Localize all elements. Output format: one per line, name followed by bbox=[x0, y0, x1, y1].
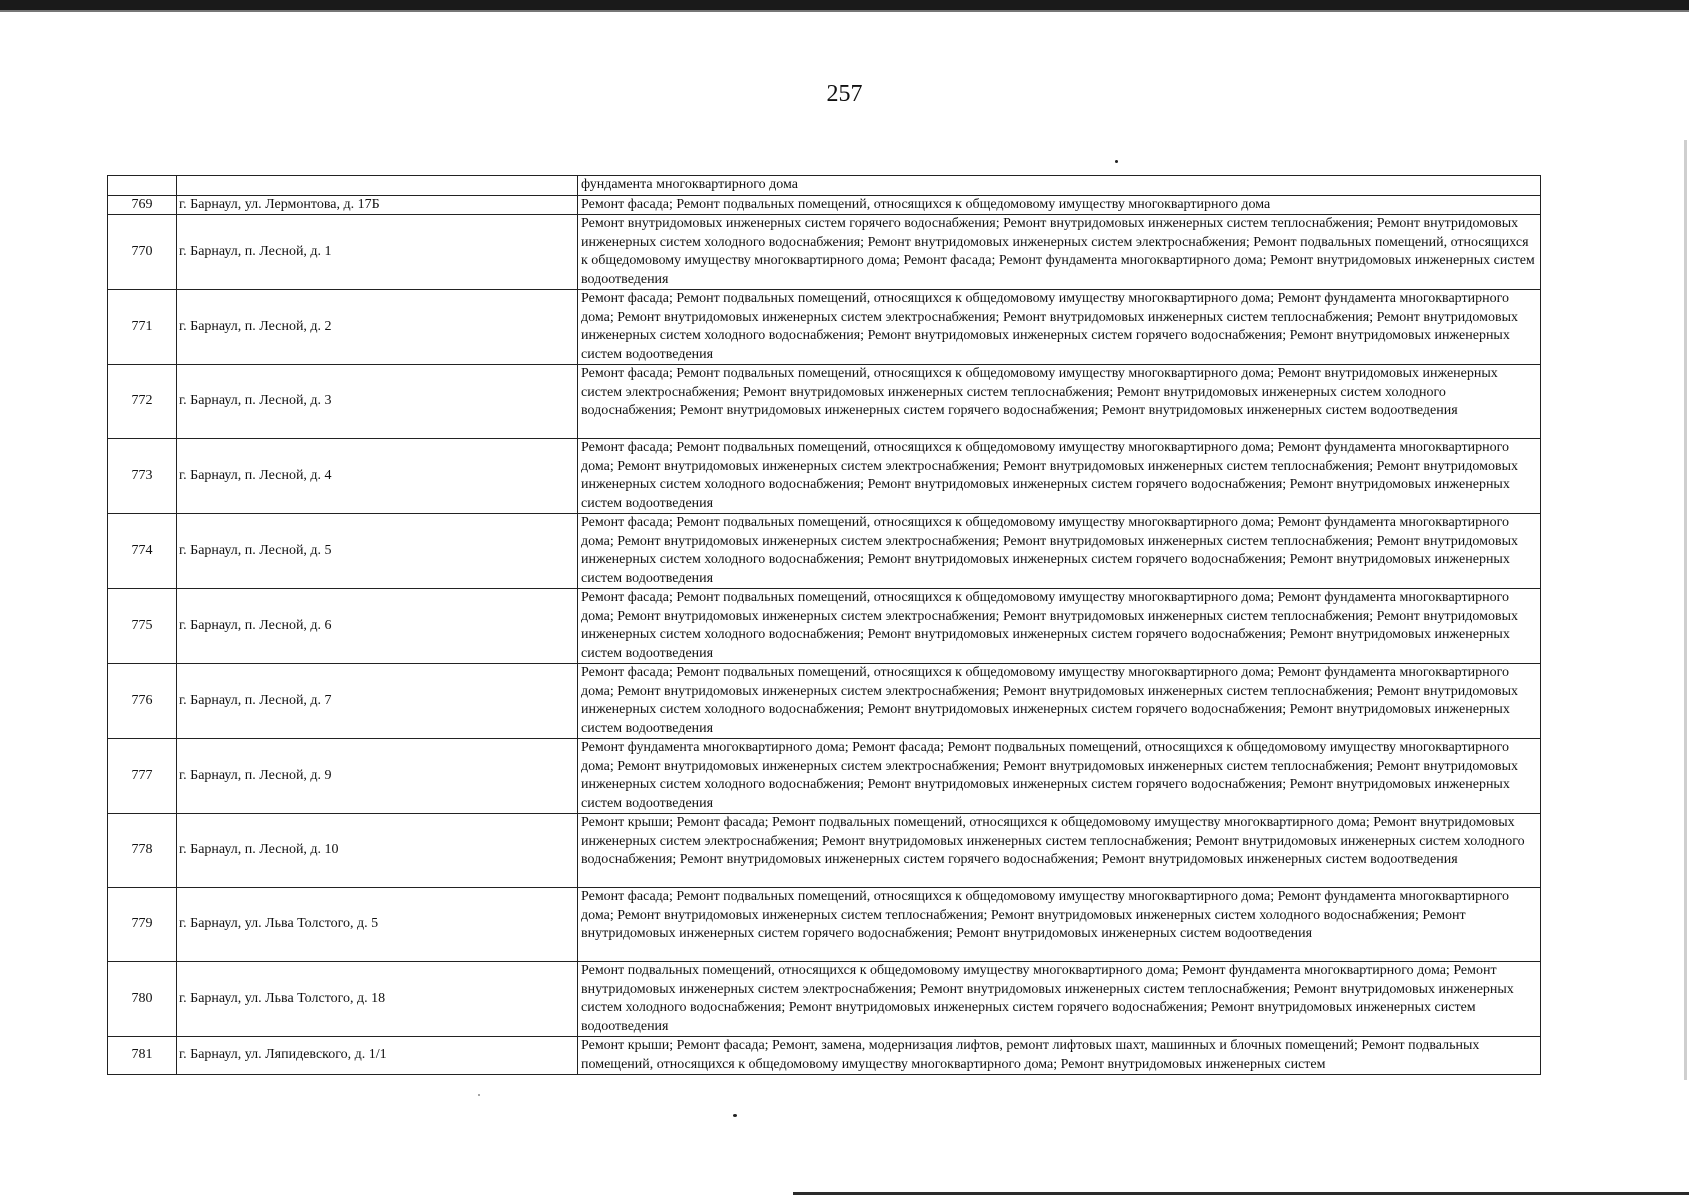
scan-bottom-rule bbox=[793, 1192, 1689, 1195]
cell-works: Ремонт крыши; Ремонт фасада; Ремонт, замена, модернизация лифтов, ремонт лифтовых шахт, машинных и блочных помещений; Ремонт подвальных помещений, относящихся к общедомовому имуществу многоквартирного дома; Ремонт внутридомовых инженерных систем bbox=[578, 1037, 1541, 1075]
table-row bbox=[108, 439, 1541, 514]
scan-top-border-shadow bbox=[0, 10, 1689, 12]
register-table bbox=[107, 175, 1541, 1075]
cell-number: 776 bbox=[108, 664, 177, 739]
cell-works: Ремонт внутридомовых инженерных систем горячего водоснабжения; Ремонт внутридомовых инженерных систем теплоснабжения; Ремонт внутридомовых инженерных систем холодного водоснабжения; Ремонт внутридомовых инженерных систем электроснабжения; Ремонт подвальных помещений, относящихся к общедомовому имуществу многоквартирного дома; Ремонт фасада; Ремонт фундамента многоквартирного дома; Ремонт внутридомовых инженерных систем водоотведения bbox=[578, 215, 1541, 290]
scan-speck bbox=[478, 1094, 480, 1096]
cell-number: 774 bbox=[108, 514, 177, 589]
table-row bbox=[108, 962, 1541, 1037]
cell-works: Ремонт подвальных помещений, относящихся к общедомовому имуществу многоквартирного дома; Ремонт фундамента многоквартирного дома; Ремонт внутридомовых инженерных систем электроснабжения; Ремонт внутридомовых инженерных систем теплоснабжения; Ремонт внутридомовых инженерных систем холодного водоснабжения; Ремонт внутридомовых инженерных систем горячего водоснабжения; Ремонт внутридомовых инженерных систем водоотведения bbox=[578, 962, 1541, 1037]
cell-address: г. Барнаул, ул. Льва Толстого, д. 5 bbox=[177, 888, 578, 962]
cell-works: Ремонт фасада; Ремонт подвальных помещений, относящихся к общедомовому имуществу многоквартирного дома; Ремонт внутридомовых инженерных систем электроснабжения; Ремонт внутридомовых инженерных систем теплоснабжения; Ремонт внутридомовых инженерных систем холодного водоснабжения; Ремонт внутридомовых инженерных систем горячего водоснабжения; Ремонт внутридомовых инженерных систем водоотведения bbox=[578, 365, 1541, 439]
table-row bbox=[108, 814, 1541, 888]
table-row bbox=[108, 365, 1541, 439]
cell-address: г. Барнаул, ул. Льва Толстого, д. 18 bbox=[177, 962, 578, 1037]
cell-address: г. Барнаул, п. Лесной, д. 4 bbox=[177, 439, 578, 514]
table-row bbox=[108, 739, 1541, 814]
cell-number: 777 bbox=[108, 739, 177, 814]
cell-address: г. Барнаул, ул. Ляпидевского, д. 1/1 bbox=[177, 1037, 578, 1075]
cell-works: Ремонт фасада; Ремонт подвальных помещений, относящихся к общедомовому имуществу многоквартирного дома; Ремонт фундамента многоквартирного дома; Ремонт внутридомовых инженерных систем теплоснабжения; Ремонт внутридомовых инженерных систем холодного водоснабжения; Ремонт внутридомовых инженерных систем горячего водоснабжения; Ремонт внутридомовых инженерных систем водоотведения bbox=[578, 888, 1541, 962]
cell-number: 778 bbox=[108, 814, 177, 888]
cell-works: Ремонт фасада; Ремонт подвальных помещений, относящихся к общедомовому имуществу многоквартирного дома; Ремонт фундамента многоквартирного дома; Ремонт внутридомовых инженерных систем электроснабжения; Ремонт внутридомовых инженерных систем теплоснабжения; Ремонт внутридомовых инженерных систем холодного водоснабжения; Ремонт внутридомовых инженерных систем горячего водоснабжения; Ремонт внутридомовых инженерных систем водоотведения bbox=[578, 664, 1541, 739]
cell-address: г. Барнаул, п. Лесной, д. 1 bbox=[177, 215, 578, 290]
cell-works: Ремонт фундамента многоквартирного дома; Ремонт фасада; Ремонт подвальных помещений, относящихся к общедомовому имуществу многоквартирного дома; Ремонт внутридомовых инженерных систем электроснабжения; Ремонт внутридомовых инженерных систем теплоснабжения; Ремонт внутридомовых инженерных систем холодного водоснабжения; Ремонт внутридомовых инженерных систем горячего водоснабжения; Ремонт внутридомовых инженерных систем водоотведения bbox=[578, 739, 1541, 814]
cell-address: г. Барнаул, п. Лесной, д. 7 bbox=[177, 664, 578, 739]
cell-works: Ремонт фасада; Ремонт подвальных помещений, относящихся к общедомовому имуществу многоквартирного дома; Ремонт фундамента многоквартирного дома; Ремонт внутридомовых инженерных систем электроснабжения; Ремонт внутридомовых инженерных систем теплоснабжения; Ремонт внутридомовых инженерных систем холодного водоснабжения; Ремонт внутридомовых инженерных систем горячего водоснабжения; Ремонт внутридомовых инженерных систем водоотведения bbox=[578, 514, 1541, 589]
scan-speck bbox=[733, 1114, 737, 1117]
cell-works: Ремонт фасада; Ремонт подвальных помещений, относящихся к общедомовому имуществу многоквартирного дома; Ремонт фундамента многоквартирного дома; Ремонт внутридомовых инженерных систем электроснабжения; Ремонт внутридомовых инженерных систем теплоснабжения; Ремонт внутридомовых инженерных систем холодного водоснабжения; Ремонт внутридомовых инженерных систем горячего водоснабжения; Ремонт внутридомовых инженерных систем водоотведения bbox=[578, 589, 1541, 664]
cell-number: 769 bbox=[108, 195, 177, 215]
cell-number: 770 bbox=[108, 215, 177, 290]
scan-right-edge bbox=[1684, 140, 1687, 1080]
page-number: 257 bbox=[826, 81, 863, 107]
cell-address: г. Барнаул, п. Лесной, д. 10 bbox=[177, 814, 578, 888]
cell-address: г. Барнаул, п. Лесной, д. 2 bbox=[177, 290, 578, 365]
cell-address: г. Барнаул, ул. Лермонтова, д. 17Б bbox=[177, 195, 578, 215]
cell-address: г. Барнаул, п. Лесной, д. 5 bbox=[177, 514, 578, 589]
cell-works: Ремонт крыши; Ремонт фасада; Ремонт подвальных помещений, относящихся к общедомовому имуществу многоквартирного дома; Ремонт внутридомовых инженерных систем электроснабжения; Ремонт внутридомовых инженерных систем теплоснабжения; Ремонт внутридомовых инженерных систем холодного водоснабжения; Ремонт внутридомовых инженерных систем горячего водоснабжения; Ремонт внутридомовых инженерных систем водоотведения bbox=[578, 814, 1541, 888]
cell-address bbox=[177, 176, 578, 196]
cell-number: 780 bbox=[108, 962, 177, 1037]
table-row bbox=[108, 888, 1541, 962]
cell-number: 781 bbox=[108, 1037, 177, 1075]
cell-number bbox=[108, 176, 177, 196]
cell-address: г. Барнаул, п. Лесной, д. 3 bbox=[177, 365, 578, 439]
cell-works: Ремонт фасада; Ремонт подвальных помещений, относящихся к общедомовому имуществу многоквартирного дома bbox=[578, 195, 1541, 215]
cell-number: 771 bbox=[108, 290, 177, 365]
cell-number: 772 bbox=[108, 365, 177, 439]
scan-top-border bbox=[0, 0, 1689, 10]
cell-works: фундамента многоквартирного дома bbox=[578, 176, 1541, 196]
table-row bbox=[108, 1037, 1541, 1075]
table-row-continuation bbox=[108, 176, 1541, 196]
cell-number: 773 bbox=[108, 439, 177, 514]
table-row bbox=[108, 664, 1541, 739]
table-row bbox=[108, 514, 1541, 589]
cell-number: 779 bbox=[108, 888, 177, 962]
cell-address: г. Барнаул, п. Лесной, д. 9 bbox=[177, 739, 578, 814]
cell-address: г. Барнаул, п. Лесной, д. 6 bbox=[177, 589, 578, 664]
scan-speck bbox=[1115, 160, 1118, 163]
table-row bbox=[108, 589, 1541, 664]
table-row bbox=[108, 195, 1541, 215]
cell-works: Ремонт фасада; Ремонт подвальных помещений, относящихся к общедомовому имуществу многоквартирного дома; Ремонт фундамента многоквартирного дома; Ремонт внутридомовых инженерных систем электроснабжения; Ремонт внутридомовых инженерных систем теплоснабжения; Ремонт внутридомовых инженерных систем холодного водоснабжения; Ремонт внутридомовых инженерных систем горячего водоснабжения; Ремонт внутридомовых инженерных систем водоотведения bbox=[578, 439, 1541, 514]
cell-number: 775 bbox=[108, 589, 177, 664]
table-row bbox=[108, 290, 1541, 365]
table-row bbox=[108, 215, 1541, 290]
cell-works: Ремонт фасада; Ремонт подвальных помещений, относящихся к общедомовому имуществу многоквартирного дома; Ремонт фундамента многоквартирного дома; Ремонт внутридомовых инженерных систем электроснабжения; Ремонт внутридомовых инженерных систем теплоснабжения; Ремонт внутридомовых инженерных систем холодного водоснабжения; Ремонт внутридомовых инженерных систем горячего водоснабжения; Ремонт внутридомовых инженерных систем водоотведения bbox=[578, 290, 1541, 365]
